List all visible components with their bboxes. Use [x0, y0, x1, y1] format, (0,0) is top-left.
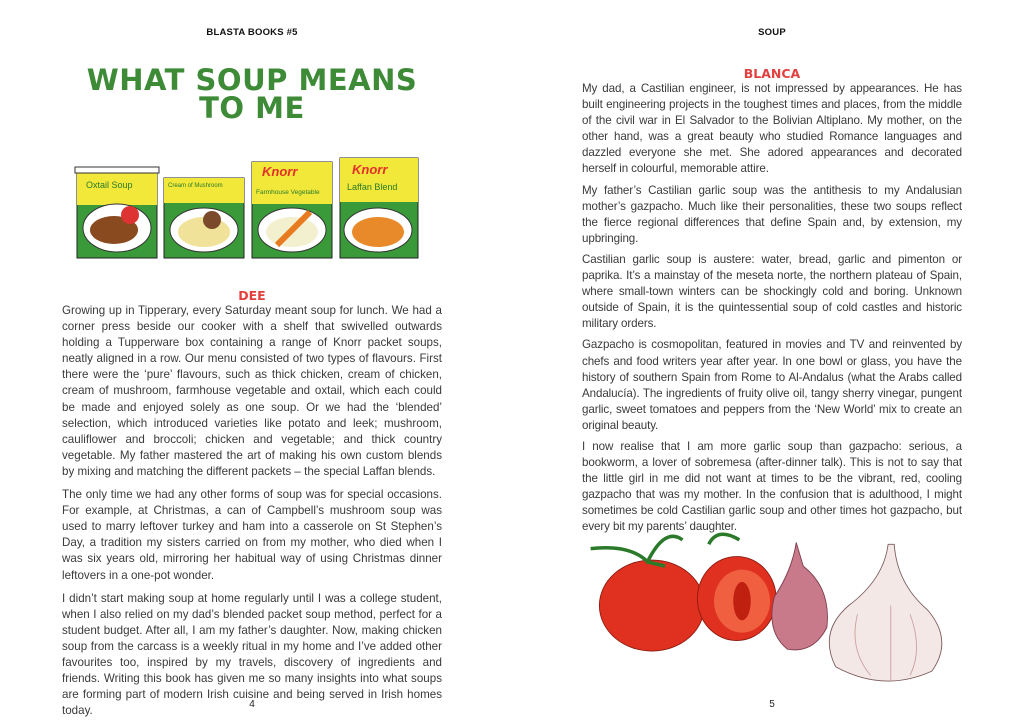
packet-label: Farmhouse Vegetable — [256, 189, 320, 196]
page-title — [62, 63, 442, 125]
tomato-half — [697, 534, 776, 640]
packet-label: Oxtail Soup — [86, 180, 133, 190]
tomato-whole — [591, 536, 705, 651]
page-number-left: 4 — [249, 699, 255, 710]
knorr-logo: Knorr — [352, 162, 388, 177]
packet-label: Laffan Blend — [347, 182, 398, 192]
paragraph: Gazpacho is cosmopolitan, featured in movies and TV and reinvented by chefs and food writers year after year. In one bowl or glass, you have the history of southern Spain from Rome to Al-Andalus (what the Arabs called Andalucía). The ingredients of fruity olive oil, tangy sherry vinegar, pungent garlic, sweet tomatoes and peppers from the ‘New World’ mix to create an original beauty. — [582, 338, 962, 432]
right-column — [582, 66, 962, 541]
section-heading-dee: DEE — [238, 288, 266, 303]
packet-farmhouse — [252, 162, 332, 258]
left-column — [62, 288, 442, 726]
running-head-left: BLASTA BOOKS #5 — [206, 27, 298, 38]
paragraph: My father’s Castilian garlic soup was the antithesis to my Andalusian mother’s gazpacho. Much like their personalities, these two soups reflect the fierce regional differences that define Spain and, by extension, my upbringing. — [582, 183, 962, 245]
shallot — [772, 543, 828, 650]
paragraph: I didn’t start making soup at home regularly until I was a college student, when I also relied on my dad’s blended packet soup method, perfect for a student budget. After all, I am my father’s daughter. Now, making chicken soup from the carcass is a weekly ritual in my home and I’ve added other favourites too, inspired by my travels, discovery of ingredients and friends. Writing this book has given me so many insights into what soups are forming part of modern Irish cuisine and being served in Irish homes today. — [62, 591, 442, 718]
title-line: WHAT SOUP MEANS — [86, 63, 418, 97]
paragraph: Growing up in Tipperary, every Saturday meant soup for lunch. We had a corner press beside our cooker with a shelf that swivelled outwards holding a Tupperware box containing a range of Knorr packet soups, neatly aligned in a row. Our menu consisted of two types of flavours. First there were the ‘pure’ flavours, such as thick chicken, cream of chicken, cream of mushroom, farmhouse vegetable and oxtail, which each could be made and enjoyed solely as one soup. Or we had the ‘blended’ selection, which introduced varieties like potato and leek; mushroom, cauliflower and broccoli; chicken and vegetable; and thick country vegetable. My father mastered the art of making his own custom blends by mixing and matching the different packets – the special Laffan blends. — [62, 304, 442, 478]
title-line: TO ME — [199, 91, 305, 125]
knorr-packets-illustration — [72, 150, 422, 262]
paragraph: The only time we had any other forms of soup was for special occasions. For example, at Christmas, a can of Campbell’s mushroom soup was used to marry leftover turkey and ham into a casserole on St Stephen’s Day, a tradition my sisters carried on from my mother, who died when I was six years old, mirroring her habitual way of using Christmas dinner leftovers in a one-pot wonder. — [62, 488, 442, 582]
paragraph: My dad, a Castilian engineer, is not impressed by appearances. He has built engineering projects in the toughest times and places, from the middle of the civil war in El Salvador to the Bolivian Altiplano. My mother, on the other hand, was a great beauty who studied Romance languages and dazzled everyone she met. She adored appearances and decorated herself in colourful, memorable attire. — [582, 82, 962, 176]
vegetables-illustration — [570, 518, 970, 693]
packet-mushroom — [164, 178, 244, 258]
packet-oxtail — [75, 167, 159, 258]
page-number-right: 5 — [769, 699, 775, 710]
packet-label: Cream of Mushroom — [168, 183, 223, 189]
paragraph: I now realise that I am more garlic soup than gazpacho: serious, a bookworm, a lover of sobremesa (after-dinner talk). This is not to say that the little girl in me did not want at times to be the vibrant, red, cooling gazpacho that was my mother. In the confusion that is adulthood, I might sometimes be cold Castilian garlic soup and other times hot gazpacho, but every bit my parents’ daughter. — [582, 439, 962, 534]
knorr-logo: Knorr — [262, 164, 298, 179]
section-heading-blanca: BLANCA — [743, 66, 801, 81]
paragraph: Castilian garlic soup is austere: water, bread, garlic and pimenton or paprika. It’s a mainstay of the meseta norte, the northern plateau of Spain, where small-town winters can be shockingly cold and boring. Unknown outside of Spain, it is the quintessential soup of cold castles and historic military orders. — [582, 252, 962, 331]
garlic — [829, 544, 942, 681]
packet-laffan — [340, 158, 418, 258]
running-head-right: SOUP — [758, 27, 786, 38]
